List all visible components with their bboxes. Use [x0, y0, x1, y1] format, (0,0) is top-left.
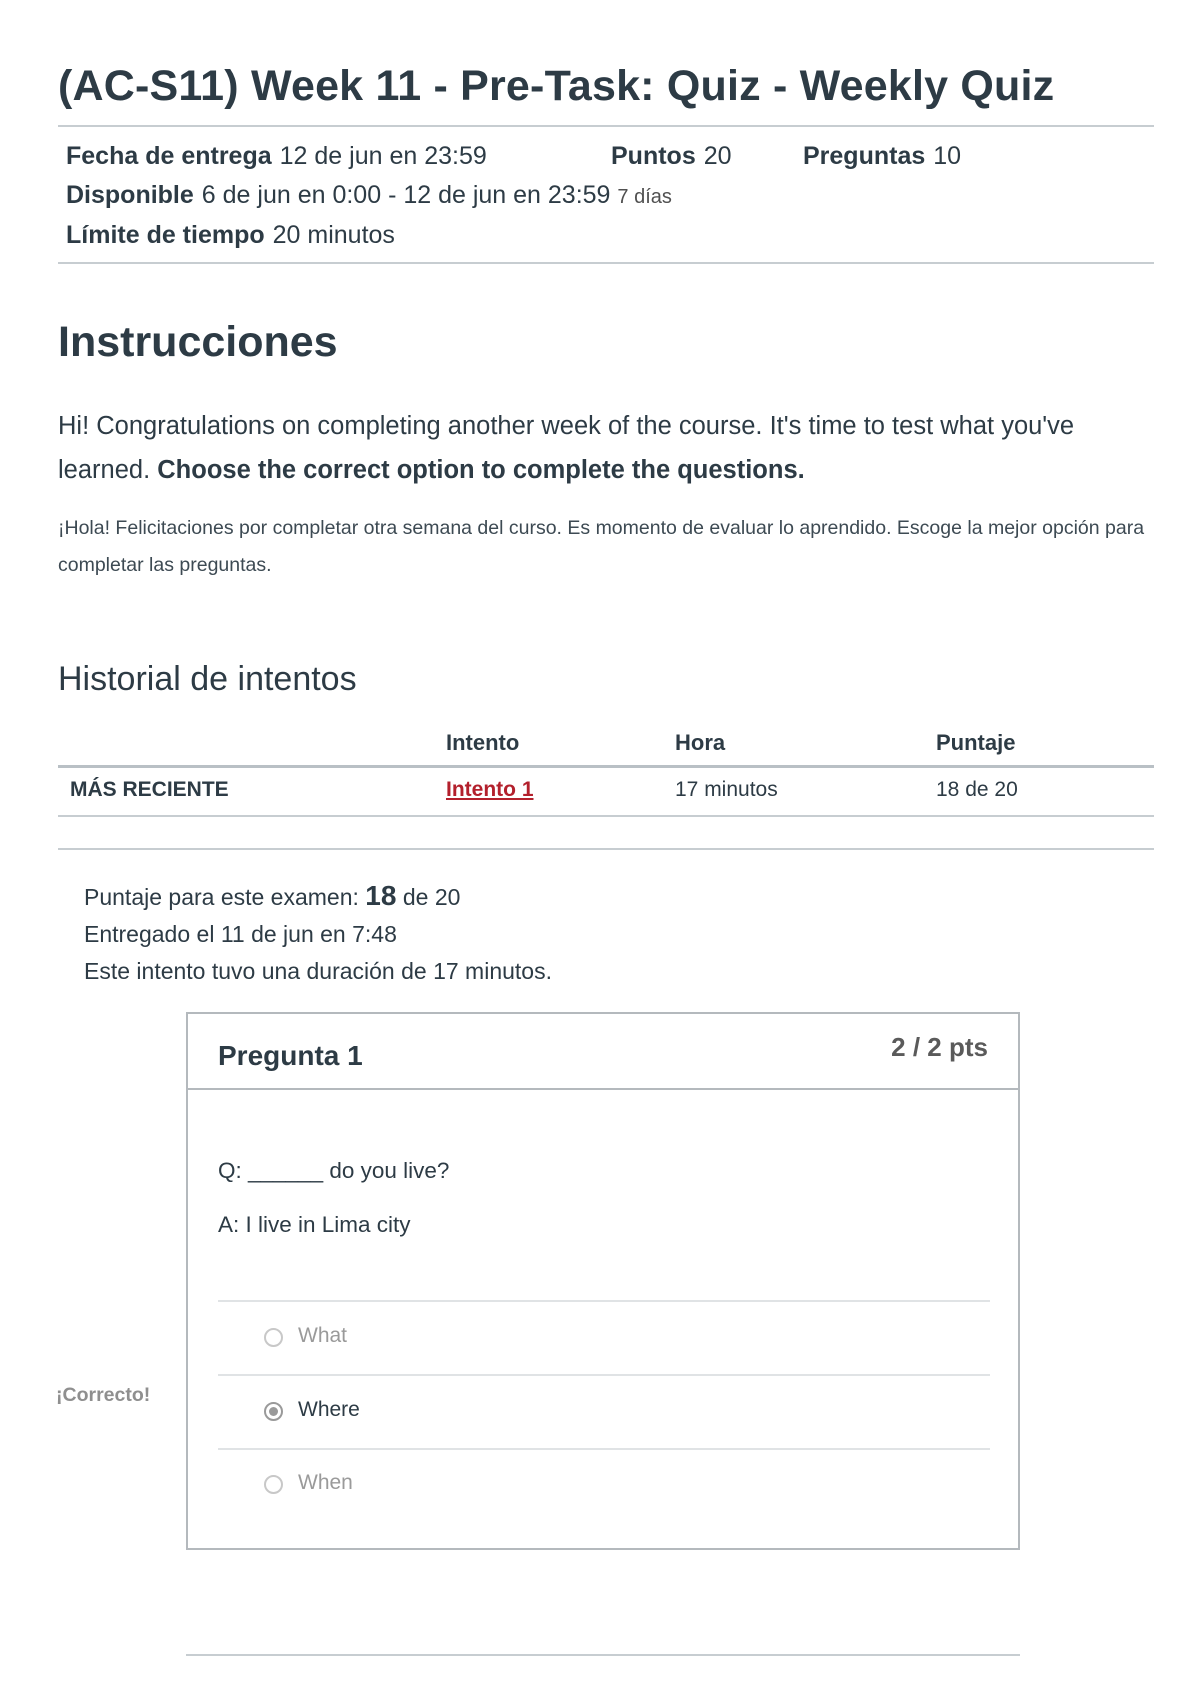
available-days: 7 días: [617, 186, 672, 208]
questions-value: 10: [933, 142, 962, 170]
question-title: Pregunta 1: [218, 1040, 363, 1071]
radio-selected-icon[interactable]: [264, 1402, 283, 1421]
history-row-rule: [58, 815, 1154, 817]
score-prefix: Puntaje para este examen:: [84, 884, 359, 910]
history-col-attempt: Intento: [446, 730, 520, 755]
instructions-spanish: ¡Hola! Felicitaciones por completar otra semana del curso. Es momento de evaluar lo aprendido. Escoge la mejor opción para completar las preguntas.: [58, 517, 1145, 576]
time-limit-value: 20 minutos: [272, 221, 395, 249]
attempt-1-link[interactable]: Intento 1: [446, 778, 534, 801]
divider: [58, 848, 1154, 850]
submitted-date: Entregado el 11 de jun en 7:48: [84, 921, 397, 947]
available-row: [66, 181, 672, 210]
due-date-row: [66, 142, 487, 171]
time-limit-label: Límite de tiempo: [66, 221, 265, 249]
due-value: 12 de jun en 23:59: [279, 142, 487, 170]
questions-row: [803, 142, 961, 171]
correct-answer-tag: ¡Correcto!: [56, 1384, 151, 1406]
history-col-score: Puntaje: [936, 730, 1016, 755]
question-card: [186, 1012, 1020, 1550]
available-label: Disponible: [66, 181, 194, 209]
attempt-history-heading: Historial de intentos: [58, 660, 357, 698]
question-line-2: A: I live in Lima city: [218, 1212, 411, 1237]
history-row-time: 17 minutos: [675, 778, 778, 801]
history-row-attempt: [446, 778, 534, 802]
points-row: [611, 142, 732, 171]
attempt-duration: Este intento tuvo una duración de 17 minutos.: [84, 958, 552, 984]
history-row-score: 18 de 20: [936, 778, 1018, 801]
divider: [58, 125, 1154, 127]
history-header-rule: [58, 765, 1154, 768]
answer-label: When: [298, 1471, 353, 1494]
instructions-heading: Instrucciones: [58, 318, 338, 366]
available-value: 6 de jun en 0:00 - 12 de jun en 23:59: [201, 181, 611, 209]
instructions-english: [58, 404, 1154, 492]
time-limit-row: [66, 221, 395, 250]
instructions-english-text: Hi! Congratulations on completing another week of the course. It's time to test what you've learned.: [58, 412, 1075, 484]
question-points: 2 / 2 pts: [891, 1032, 988, 1062]
instructions-english-bold: Choose the correct option to complete the questions.: [157, 456, 805, 484]
divider: [186, 1654, 1020, 1656]
radio-unselected-icon[interactable]: [264, 1475, 283, 1494]
question-header: [188, 1014, 1018, 1090]
history-col-time: Hora: [675, 730, 726, 755]
quiz-title: (AC-S11) Week 11 - Pre-Task: Quiz - Weekly Quiz: [58, 62, 1055, 110]
radio-unselected-icon[interactable]: [264, 1328, 283, 1347]
exam-score: [84, 880, 460, 912]
answer-label: Where: [298, 1398, 360, 1421]
answer-divider: [218, 1374, 990, 1376]
answer-divider: [218, 1448, 990, 1450]
question-line-1: Q: ______ do you live?: [218, 1158, 450, 1183]
score-suffix: de 20: [402, 884, 461, 910]
history-row-label: MÁS RECIENTE: [70, 778, 229, 801]
divider: [58, 262, 1154, 264]
points-label: Puntos: [611, 142, 696, 170]
score-value: 18: [365, 880, 397, 911]
questions-label: Preguntas: [803, 142, 926, 170]
answer-label: What: [298, 1324, 348, 1347]
points-value: 20: [703, 142, 732, 170]
due-label: Fecha de entrega: [66, 142, 272, 170]
answer-divider: [218, 1300, 990, 1302]
